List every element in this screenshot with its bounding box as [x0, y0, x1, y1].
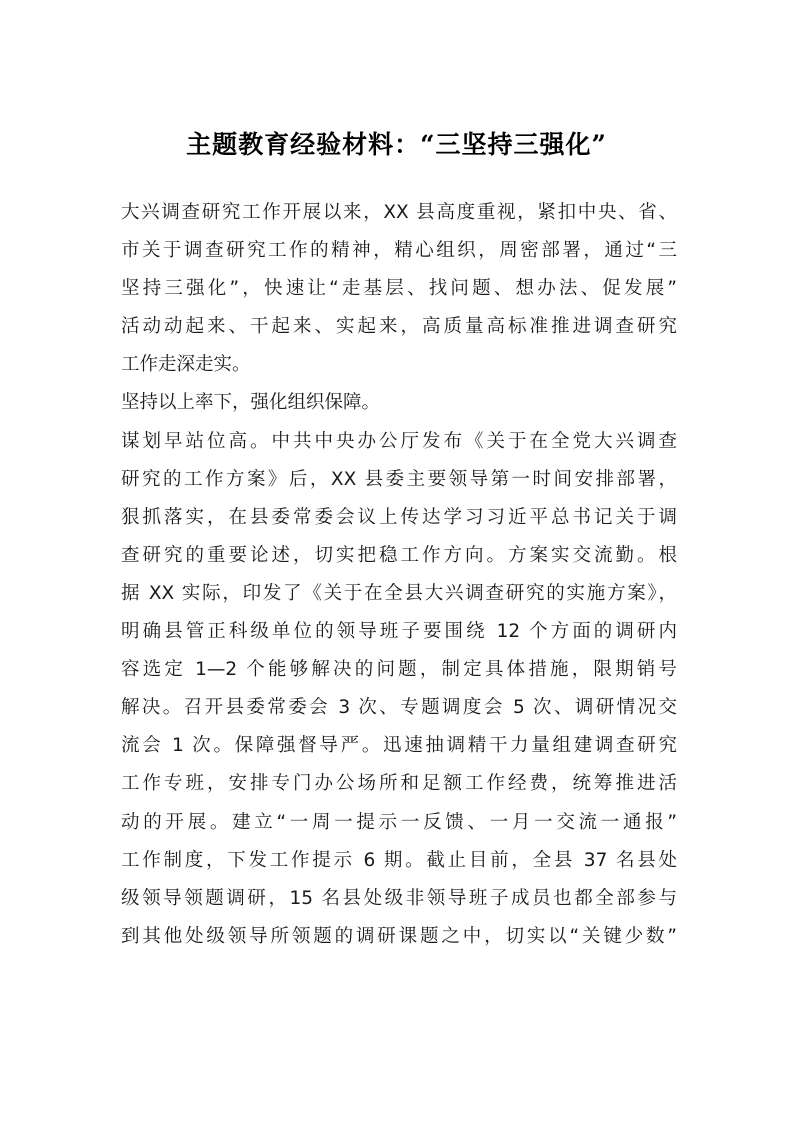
document-body [121, 194, 677, 956]
body-line: 工作走深走实。 [121, 354, 251, 376]
body-line: 研究的工作方案》后，XX 县委主要领导第一时间安排部署， [121, 468, 677, 490]
body-line: 活动动起来、干起来、实起来，高质量高标准推进调查研究 [121, 316, 677, 338]
body-line: 据 XX 实际，印发了《关于在全县大兴调查研究的实施方案》， [121, 582, 677, 604]
body-line: 明确县管正科级单位的领导班子要围绕 12 个方面的调研内 [121, 621, 677, 643]
body-line: 工作专班，安排专门办公场所和足额工作经费，统筹推进活 [121, 773, 677, 795]
body-line: 解决。召开县委常委会 3 次、专题调度会 5 次、调研情况交 [121, 697, 677, 719]
body-line: 工作制度，下发工作提示 6 期。截止目前，全县 37 名县处 [121, 849, 677, 871]
body-line: 到其他处级领导所领题的调研课题之中，切实以“关键少数” [121, 925, 677, 947]
body-line: 大兴调查研究工作开展以来，XX 县高度重视，紧扣中央、省、 [121, 202, 677, 223]
body-line: 查研究的重要论述，切实把稳工作方向。方案实交流勤。根 [121, 544, 677, 566]
document-title: 主题教育经验材料：“三坚持三强化” [186, 130, 607, 159]
body-line: 容选定 1—2 个能够解决的问题，制定具体措施，限期销号 [121, 659, 677, 681]
section-heading: 坚持以上率下，强化组织保障。 [121, 392, 381, 414]
body-line: 市关于调查研究工作的精神，精心组织，周密部署，通过“三 [121, 240, 677, 262]
body-line: 狠抓落实，在县委常委会议上传达学习习近平总书记关于调 [121, 506, 677, 528]
body-line: 动的开展。建立“一周一提示一反馈、一月一交流一通报” [121, 811, 677, 833]
body-line: 谋划早站位高。中共中央办公厅发布《关于在全党大兴调查 [121, 430, 677, 452]
body-line: 流会 1 次。保障强督导严。迅速抽调精干力量组建调查研究 [121, 735, 677, 757]
body-line: 级领导领题调研，15 名县处级非领导班子成员也都全部参与 [121, 887, 677, 909]
body-line: 坚持三强化”，快速让“走基层、找问题、想办法、促发展” [121, 278, 677, 300]
